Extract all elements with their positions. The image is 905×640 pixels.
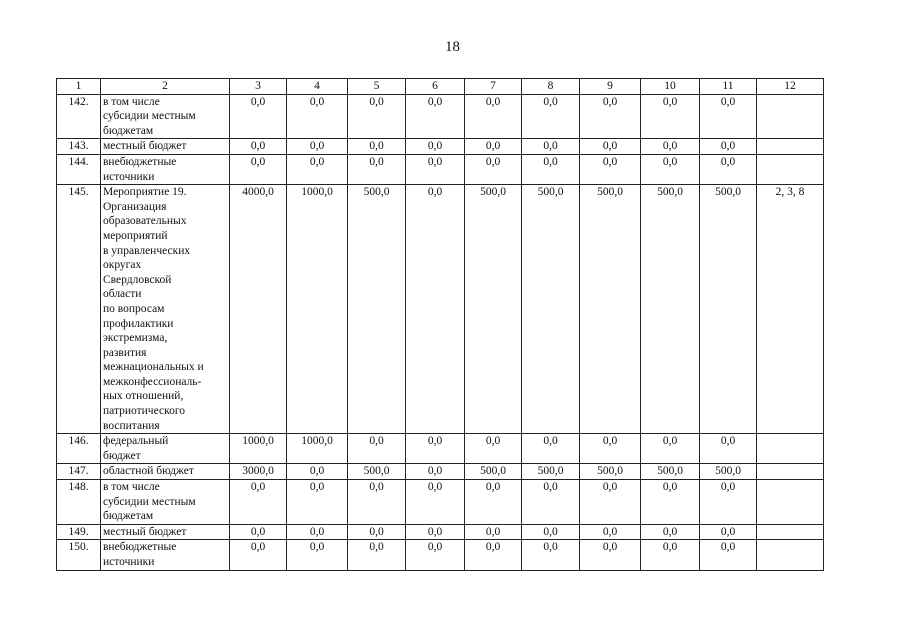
column-header-2: 2 [101, 79, 230, 95]
row-name-line: в том числе [103, 95, 160, 108]
column-header-3: 3 [230, 79, 287, 95]
row-number: 147. [57, 464, 101, 480]
row-name [101, 434, 230, 464]
value-cell-col-9: 0,0 [580, 139, 641, 155]
target-indicators-cell [757, 480, 824, 525]
value-cell-col-8: 0,0 [522, 154, 580, 184]
value-cell-col-11: 0,0 [700, 524, 757, 540]
value-cell-col-11: 500,0 [700, 185, 757, 434]
value-cell-col-8: 0,0 [522, 524, 580, 540]
value-cell-col-7: 0,0 [465, 434, 522, 464]
value-cell-col-9: 500,0 [580, 464, 641, 480]
value-cell-col-9: 0,0 [580, 154, 641, 184]
value-cell-col-10: 0,0 [641, 94, 700, 139]
value-cell-col-3: 0,0 [230, 540, 287, 570]
target-indicators-cell [757, 94, 824, 139]
table-row [57, 154, 824, 184]
row-name-line: в управленческих [103, 244, 191, 257]
row-name-line: воспитания [103, 419, 160, 432]
page-number: 18 [445, 39, 460, 55]
row-name [101, 464, 230, 480]
target-indicators-cell [757, 434, 824, 464]
row-name-line: местный бюджет [103, 140, 187, 153]
value-cell-col-6: 0,0 [406, 480, 465, 525]
value-cell-col-6: 0,0 [406, 524, 465, 540]
value-cell-col-5: 0,0 [348, 154, 406, 184]
row-number: 145. [57, 185, 101, 434]
value-cell-col-3: 0,0 [230, 480, 287, 525]
value-cell-col-6: 0,0 [406, 154, 465, 184]
value-cell-col-4: 0,0 [287, 524, 348, 540]
value-cell-col-7: 0,0 [465, 480, 522, 525]
column-header-5: 5 [348, 79, 406, 95]
value-cell-col-10: 0,0 [641, 524, 700, 540]
column-header-10: 10 [641, 79, 700, 95]
value-cell-col-7: 0,0 [465, 524, 522, 540]
table-row [57, 540, 824, 570]
row-name-line: внебюджетные [103, 541, 177, 554]
table-row [57, 464, 824, 480]
header-row [57, 79, 824, 95]
row-name [101, 154, 230, 184]
row-number: 148. [57, 480, 101, 525]
value-cell-col-7: 0,0 [465, 154, 522, 184]
column-header-8: 8 [522, 79, 580, 95]
row-name-line: бюджетам [103, 124, 154, 137]
column-header-4: 4 [287, 79, 348, 95]
row-name-line: областной бюджет [103, 465, 194, 478]
value-cell-col-8: 0,0 [522, 139, 580, 155]
row-name [101, 540, 230, 570]
table-row [57, 139, 824, 155]
row-number: 142. [57, 94, 101, 139]
row-name-line: межнациональных и [103, 361, 204, 374]
value-cell-col-6: 0,0 [406, 185, 465, 434]
value-cell-col-10: 500,0 [641, 464, 700, 480]
value-cell-col-3: 4000,0 [230, 185, 287, 434]
row-name-line: экстремизма, [103, 332, 168, 345]
table-row [57, 524, 824, 540]
value-cell-col-8: 500,0 [522, 464, 580, 480]
value-cell-col-8: 500,0 [522, 185, 580, 434]
value-cell-col-5: 0,0 [348, 540, 406, 570]
value-cell-col-5: 0,0 [348, 139, 406, 155]
row-name-line: развития [103, 346, 147, 359]
value-cell-col-8: 0,0 [522, 434, 580, 464]
value-cell-col-6: 0,0 [406, 434, 465, 464]
value-cell-col-10: 500,0 [641, 185, 700, 434]
value-cell-col-3: 0,0 [230, 94, 287, 139]
value-cell-col-4: 0,0 [287, 94, 348, 139]
row-name-line: субсидии местным [103, 495, 196, 508]
value-cell-col-4: 0,0 [287, 139, 348, 155]
value-cell-col-7: 500,0 [465, 185, 522, 434]
column-header-1: 1 [57, 79, 101, 95]
row-name-line: области [103, 288, 142, 301]
value-cell-col-5: 0,0 [348, 524, 406, 540]
row-name-line: межконфессиональ- [103, 375, 202, 388]
row-name-line: источники [103, 556, 155, 568]
value-cell-col-11: 0,0 [700, 540, 757, 570]
value-cell-col-10: 0,0 [641, 154, 700, 184]
value-cell-col-3: 1000,0 [230, 434, 287, 464]
value-cell-col-11: 0,0 [700, 139, 757, 155]
value-cell-col-3: 0,0 [230, 139, 287, 155]
row-name-line: в том числе [103, 481, 160, 494]
value-cell-col-10: 0,0 [641, 480, 700, 525]
row-name-line: патриотического [103, 405, 186, 418]
value-cell-col-10: 0,0 [641, 434, 700, 464]
row-name [101, 94, 230, 139]
row-name-line: профилактики [103, 317, 174, 330]
target-indicators-cell [757, 154, 824, 184]
value-cell-col-6: 0,0 [406, 540, 465, 570]
row-number: 150. [57, 540, 101, 570]
row-name [101, 139, 230, 155]
row-name-line: федеральный [103, 435, 169, 448]
value-cell-col-11: 0,0 [700, 154, 757, 184]
value-cell-col-5: 0,0 [348, 480, 406, 525]
value-cell-col-7: 500,0 [465, 464, 522, 480]
value-cell-col-11: 500,0 [700, 464, 757, 480]
row-name-line: субсидии местным [103, 110, 196, 123]
value-cell-col-10: 0,0 [641, 540, 700, 570]
value-cell-col-5: 0,0 [348, 94, 406, 139]
column-header-6: 6 [406, 79, 465, 95]
value-cell-col-3: 0,0 [230, 154, 287, 184]
value-cell-col-4: 0,0 [287, 464, 348, 480]
row-name-line: Мероприятие 19. [103, 186, 187, 199]
value-cell-col-8: 0,0 [522, 480, 580, 525]
value-cell-col-4: 0,0 [287, 540, 348, 570]
value-cell-col-11: 0,0 [700, 480, 757, 525]
budget-table [56, 78, 824, 571]
value-cell-col-6: 0,0 [406, 139, 465, 155]
row-name-line: ных отношений, [103, 390, 184, 403]
value-cell-col-5: 500,0 [348, 464, 406, 480]
row-name-line: Свердловской [103, 273, 172, 286]
value-cell-col-7: 0,0 [465, 139, 522, 155]
column-header-11: 11 [700, 79, 757, 95]
row-name [101, 185, 230, 434]
target-indicators-cell [757, 540, 824, 570]
target-indicators-cell [757, 139, 824, 155]
value-cell-col-4: 1000,0 [287, 185, 348, 434]
value-cell-col-11: 0,0 [700, 434, 757, 464]
value-cell-col-9: 0,0 [580, 94, 641, 139]
target-indicators-cell [757, 524, 824, 540]
value-cell-col-3: 3000,0 [230, 464, 287, 480]
table-row [57, 94, 824, 139]
target-indicators-cell: 2, 3, 8 [757, 185, 824, 434]
row-number: 149. [57, 524, 101, 540]
row-number: 146. [57, 434, 101, 464]
row-name [101, 480, 230, 525]
value-cell-col-5: 500,0 [348, 185, 406, 434]
row-number: 144. [57, 154, 101, 184]
row-name-line: мероприятий [103, 229, 168, 242]
row-name-line: источники [103, 170, 155, 183]
value-cell-col-6: 0,0 [406, 464, 465, 480]
table-body [57, 79, 824, 571]
value-cell-col-3: 0,0 [230, 524, 287, 540]
value-cell-col-8: 0,0 [522, 540, 580, 570]
target-indicators-cell [757, 464, 824, 480]
value-cell-col-9: 0,0 [580, 524, 641, 540]
table-row [57, 480, 824, 525]
table-row [57, 434, 824, 464]
column-header-9: 9 [580, 79, 641, 95]
value-cell-col-9: 0,0 [580, 480, 641, 525]
value-cell-col-7: 0,0 [465, 94, 522, 139]
value-cell-col-11: 0,0 [700, 94, 757, 139]
row-name-line: внебюджетные [103, 155, 177, 168]
row-name-line: Организация [103, 200, 167, 213]
column-header-7: 7 [465, 79, 522, 95]
row-name-line: местный бюджет [103, 525, 187, 538]
row-name [101, 524, 230, 540]
value-cell-col-4: 0,0 [287, 154, 348, 184]
value-cell-col-4: 0,0 [287, 480, 348, 525]
row-name-line: бюджет [103, 449, 141, 462]
value-cell-col-5: 0,0 [348, 434, 406, 464]
table-row [57, 185, 824, 434]
value-cell-col-9: 500,0 [580, 185, 641, 434]
value-cell-col-7: 0,0 [465, 540, 522, 570]
row-name-line: бюджетам [103, 510, 154, 523]
row-number: 143. [57, 139, 101, 155]
row-name-line: округах [103, 259, 142, 272]
value-cell-col-6: 0,0 [406, 94, 465, 139]
value-cell-col-4: 1000,0 [287, 434, 348, 464]
value-cell-col-9: 0,0 [580, 434, 641, 464]
column-header-12: 12 [757, 79, 824, 95]
row-name-line: образовательных [103, 215, 187, 228]
value-cell-col-9: 0,0 [580, 540, 641, 570]
value-cell-col-10: 0,0 [641, 139, 700, 155]
value-cell-col-8: 0,0 [522, 94, 580, 139]
row-name-line: по вопросам [103, 302, 165, 315]
